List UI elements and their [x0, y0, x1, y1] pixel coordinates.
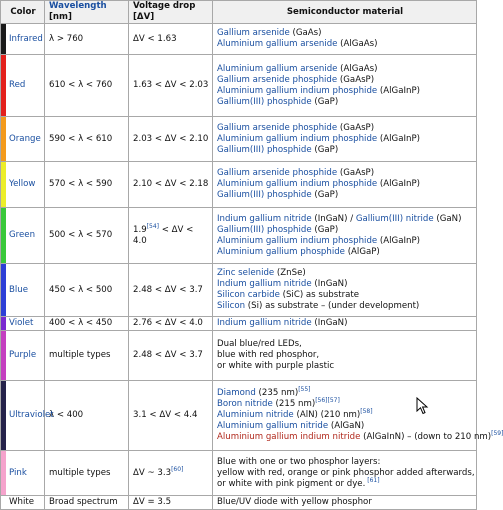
material-text: (InGaN) / [311, 213, 356, 224]
color-swatch [1, 264, 6, 316]
material-line [217, 497, 473, 508]
material-line [217, 75, 473, 86]
voltage-cell [129, 24, 213, 55]
material-cell [213, 496, 477, 510]
voltage-tail: < ΔV < 4.0 [133, 224, 194, 246]
material-cell [213, 331, 477, 381]
material-text: (SiC) as substrate [279, 290, 360, 300]
material-text: (GaP) [311, 224, 339, 235]
material-line [217, 247, 473, 258]
material-line [217, 399, 473, 410]
material-line [217, 318, 473, 329]
color-name[interactable]: Pink [9, 467, 27, 478]
header-color: Color [1, 1, 45, 24]
voltage-cell [129, 264, 213, 317]
material-line [217, 97, 473, 108]
material-cell [213, 162, 477, 208]
color-cell [1, 317, 45, 331]
material-line [217, 64, 473, 75]
voltage-value: 2.76 < ΔV < 4.0 [133, 318, 203, 328]
material-text: (GaN) [433, 213, 462, 224]
material-text: (GaAsP) [337, 122, 375, 133]
material-link[interactable]: Aluminium gallium indium phosphide [217, 179, 378, 189]
wavelength-cell: λ < 400 [45, 381, 129, 451]
voltage-value: ΔV < 1.63 [133, 33, 177, 44]
voltage-value: ΔV ~ 3.3 [133, 467, 172, 478]
material-text: (Si) as substrate – (under development) [245, 301, 420, 311]
voltage-cell [129, 55, 213, 117]
table-row [1, 451, 477, 496]
wavelength-cell: 570 < λ < 590 [45, 162, 129, 208]
table-row [1, 55, 477, 117]
voltage-value: 3.1 < ΔV < 4.4 [133, 410, 198, 420]
color-name[interactable]: Orange [9, 133, 41, 144]
material-line [217, 350, 473, 361]
material-line [217, 28, 473, 39]
material-text: (AlGaAs) [337, 63, 378, 74]
material-line [217, 39, 473, 50]
color-swatch [1, 55, 6, 116]
table-row [1, 24, 477, 55]
citation-link[interactable]: [55] [298, 386, 311, 394]
table-row [1, 264, 477, 317]
material-cell [213, 24, 477, 55]
wavelength-unit: [nm] [49, 12, 72, 22]
material-link[interactable]: Aluminium gallium arsenide [217, 63, 338, 74]
material-link[interactable]: Indium gallium nitride [217, 318, 312, 328]
material-line [217, 214, 473, 225]
material-line [217, 279, 473, 290]
voltage-cell [129, 208, 213, 264]
voltage-cell [129, 162, 213, 208]
voltage-cell [129, 381, 213, 451]
color-name[interactable]: Blue [9, 284, 29, 295]
material-text: Blue/UV diode with yellow phosphor [217, 497, 372, 507]
material-line [217, 361, 473, 372]
color-swatch [1, 496, 6, 509]
color-swatch [1, 381, 6, 450]
color-name[interactable]: Red [9, 80, 26, 90]
voltage-value: ΔV = 3.5 [133, 497, 172, 507]
table-header-row [1, 1, 477, 24]
material-line [217, 410, 473, 421]
citation-link[interactable]: [61] [365, 476, 380, 484]
material-link[interactable]: Aluminium gallium phosphide [217, 246, 345, 257]
voltage-value: 2.48 < ΔV < 3.7 [133, 284, 203, 295]
material-link[interactable]: Gallium(III) phosphide [217, 96, 312, 107]
wavelength-cell: 450 < λ < 500 [45, 264, 129, 317]
material-link[interactable]: Aluminium gallium indium phosphide [217, 133, 378, 144]
color-cell [1, 162, 45, 208]
color-name[interactable]: Yellow [9, 179, 36, 189]
header-voltage: Voltage drop [ΔV] [129, 1, 213, 24]
material-link[interactable]: Aluminium gallium arsenide [217, 39, 338, 49]
table-row [1, 496, 477, 510]
material-line [217, 168, 473, 179]
color-cell [1, 55, 45, 117]
wavelength-cell: 610 < λ < 760 [45, 55, 129, 117]
wavelength-cell: 590 < λ < 610 [45, 117, 129, 162]
material-text: (215 nm) [272, 399, 316, 409]
material-text: Blue with one or two phosphor layers: [217, 456, 381, 467]
material-line [217, 476, 473, 490]
mouse-pointer-icon [416, 397, 430, 415]
voltage-value: 1.9 [133, 224, 147, 235]
material-line [217, 179, 473, 190]
material-cell [213, 55, 477, 117]
material-cell [213, 317, 477, 331]
voltage-cell [129, 317, 213, 331]
material-text: Dual blue/red LEDs, [217, 339, 302, 349]
color-cell [1, 24, 45, 55]
color-swatch [1, 317, 6, 330]
color-name[interactable]: Violet [9, 318, 34, 328]
material-text: (AlGaAs) [337, 39, 378, 49]
material-text: (AlGaN) [328, 421, 365, 431]
citation-link[interactable]: [56][57] [315, 397, 340, 405]
material-link[interactable]: Indium gallium nitride [217, 213, 312, 224]
wavelength-cell: λ > 760 [45, 24, 129, 55]
material-text: (AlGaInP) [377, 179, 420, 189]
material-text: (AlGaInP) [377, 235, 420, 246]
material-text: (AlGaInN) – (down to 210 nm) [360, 432, 492, 442]
material-text: (GaAsP) [337, 74, 375, 85]
wavelength-cell: Broad spectrum [45, 496, 129, 510]
material-text: (GaP) [311, 190, 339, 200]
material-text: blue with red phosphor, [217, 350, 320, 360]
color-swatch [1, 208, 6, 263]
voltage-value: 2.48 < ΔV < 3.7 [133, 350, 203, 360]
color-cell [1, 117, 45, 162]
voltage-value: 1.63 < ΔV < 2.03 [133, 80, 209, 90]
citation-link[interactable]: [58] [360, 408, 373, 416]
material-text: (ZnSe) [274, 268, 306, 278]
color-cell [1, 208, 45, 264]
material-link[interactable]: Aluminium gallium indium phosphide [217, 85, 378, 96]
table-row [1, 331, 477, 381]
header-wavelength [45, 1, 129, 24]
material-link[interactable]: Aluminium gallium indium phosphide [217, 235, 378, 246]
material-text: or white with pink pigment or dye. [217, 478, 366, 489]
material-link[interactable]: Aluminium gallium indium nitride [217, 432, 361, 442]
material-cell [213, 264, 477, 317]
material-link[interactable]: Gallium(III) nitride [355, 213, 434, 224]
material-line [217, 388, 473, 399]
voltage-value: 2.03 < ΔV < 2.10 [133, 133, 209, 144]
color-name[interactable]: Purple [9, 350, 37, 360]
material-text: (GaAs) [289, 28, 322, 38]
material-link[interactable]: Boron nitride [217, 399, 273, 409]
color-name: White [9, 497, 34, 507]
table-row [1, 317, 477, 331]
material-link[interactable]: Diamond [217, 388, 256, 398]
material-link[interactable]: Silicon carbide [217, 290, 280, 300]
material-text: (GaP) [311, 96, 339, 107]
material-text: (AlGaInP) [377, 85, 420, 96]
material-line [217, 86, 473, 97]
material-text: yellow with red, orange or pink phosphor added afterwards, [217, 467, 475, 478]
color-name[interactable]: Ultraviolet [9, 410, 54, 420]
table-row [1, 381, 477, 451]
material-link[interactable]: Indium gallium nitride [217, 279, 312, 289]
material-link[interactable]: Gallium(III) phosphide [217, 144, 312, 155]
material-link[interactable]: Silicon [217, 301, 246, 311]
material-cell [213, 117, 477, 162]
color-swatch [1, 162, 6, 207]
wavelength-cell: multiple types [45, 451, 129, 496]
citation-link[interactable]: [54] [146, 222, 159, 230]
color-swatch [1, 451, 6, 495]
color-cell [1, 451, 45, 496]
material-line [217, 134, 473, 145]
table-row [1, 117, 477, 162]
voltage-cell [129, 451, 213, 496]
material-line [217, 430, 503, 443]
table-body [1, 24, 503, 510]
table-row [1, 162, 477, 208]
citation-link[interactable]: [59] [491, 430, 503, 438]
color-cell [1, 381, 54, 451]
material-text: (AlN) (210 nm) [293, 410, 361, 420]
material-text: (AlGaP) [344, 246, 380, 257]
material-line [217, 236, 473, 247]
voltage-cell [129, 331, 213, 381]
material-line [217, 421, 473, 432]
voltage-cell [129, 496, 213, 510]
material-link[interactable]: Aluminium nitride [217, 410, 294, 420]
color-name[interactable]: Green [9, 230, 36, 240]
material-text: (AlGaInP) [377, 133, 420, 144]
wavelength-cell: 400 < λ < 450 [45, 317, 129, 331]
material-text: (GaAsP) [337, 168, 375, 178]
material-cell [213, 381, 503, 451]
material-text: (GaP) [311, 144, 339, 155]
material-line [217, 339, 473, 350]
material-cell [213, 208, 477, 264]
material-link[interactable]: Gallium arsenide phosphide [217, 122, 338, 133]
material-cell [213, 451, 477, 496]
material-line [217, 290, 473, 301]
material-link[interactable]: Gallium arsenide phosphide [217, 74, 338, 85]
color-swatch [1, 117, 6, 161]
material-link[interactable]: Gallium(III) phosphide [217, 224, 312, 235]
wavelength-cell: 500 < λ < 570 [45, 208, 129, 264]
wavelength-cell: multiple types [45, 331, 129, 381]
wavelength-link[interactable]: Wavelength [49, 1, 107, 11]
header-material: Semiconductor material [213, 1, 477, 24]
color-cell [1, 496, 45, 510]
material-link[interactable]: Gallium arsenide phosphide [217, 168, 338, 178]
material-line [217, 468, 473, 479]
table-row [1, 208, 477, 264]
material-line [217, 457, 473, 468]
material-link[interactable]: Zinc selenide [217, 268, 275, 278]
material-link[interactable]: Aluminium gallium nitride [217, 421, 329, 431]
color-swatch [1, 331, 6, 380]
material-line [217, 268, 473, 279]
color-cell [1, 331, 45, 381]
voltage-value: 2.10 < ΔV < 2.18 [133, 179, 209, 189]
material-line [217, 225, 473, 236]
material-line [217, 301, 473, 312]
color-swatch [1, 24, 6, 54]
material-text: (InGaN) [311, 279, 348, 289]
material-line [217, 123, 473, 134]
citation-link[interactable]: [60] [171, 465, 184, 473]
material-text: (InGaN) [311, 318, 348, 328]
material-link[interactable]: Gallium arsenide [217, 28, 290, 38]
material-link[interactable]: Gallium(III) phosphide [217, 190, 312, 200]
material-line [217, 145, 473, 156]
material-line [217, 190, 473, 201]
material-text: or white with purple plastic [217, 361, 335, 371]
material-text: (235 nm) [255, 388, 299, 398]
color-name[interactable]: Infrared [9, 33, 43, 44]
color-cell [1, 264, 45, 317]
voltage-cell [129, 117, 213, 162]
